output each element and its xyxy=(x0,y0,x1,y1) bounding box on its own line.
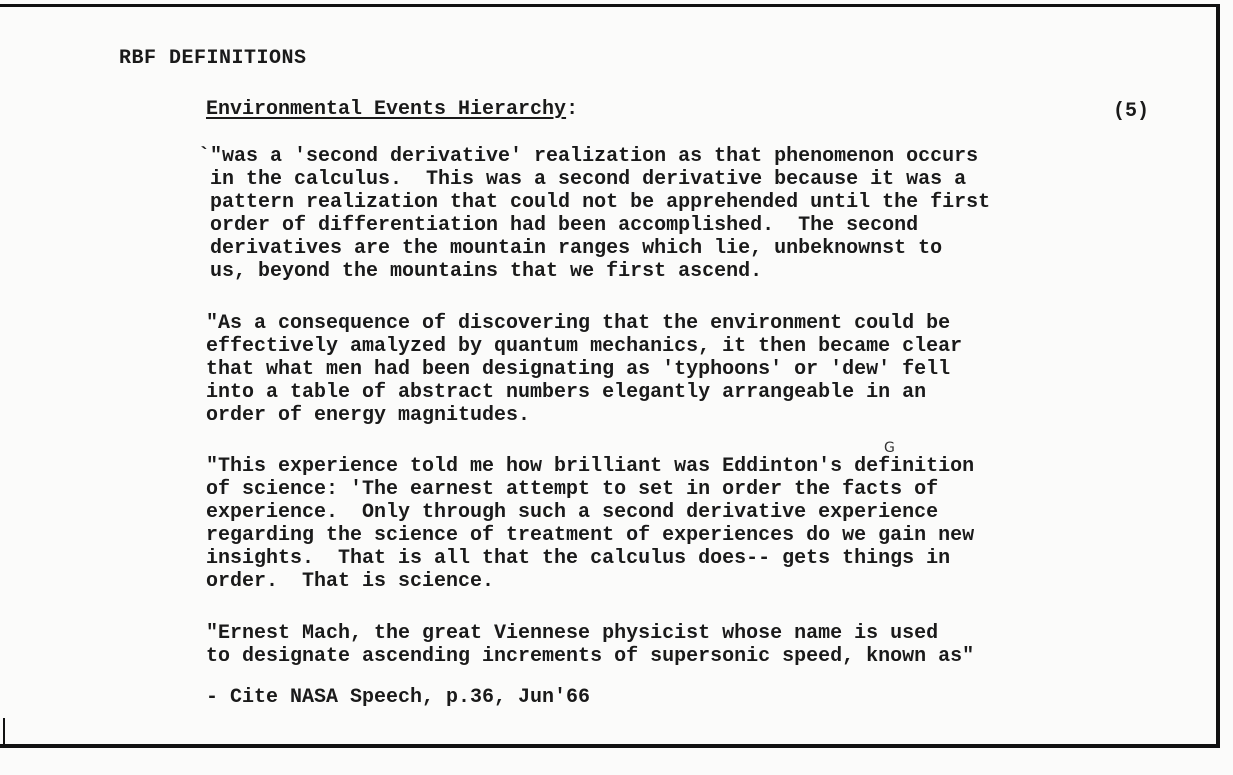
paragraph-1: `"was a 'second derivative' realization as that phenomenon occurs in the calculus. This was a second derivative because it was a pattern realization that could not be apprehended until the first order of differentiation had been accomplished. The second derivatives are the mountain ranges which lie, unbeknownst to us, beyond the mountains that we first ascend. xyxy=(198,145,991,283)
section-title-text: Environmental Events Hierarchy xyxy=(206,98,567,121)
section-title xyxy=(206,98,578,121)
section-title-colon: : xyxy=(566,98,579,121)
border-tick xyxy=(3,718,5,748)
paragraph-4: "Ernest Mach, the great Viennese physicist whose name is used to designate ascending increments of supersonic speed, known as" xyxy=(206,622,975,668)
document-heading: RBF DEFINITIONS xyxy=(119,47,307,70)
paragraph-2: "As a consequence of discovering that the environment could be effectively amalyzed by quantum mechanics, it then became clear that what men had been designating as 'typhoons' or 'dew' fell into a table of abstract numbers elegantly arrangeable in an order of energy magnitudes. xyxy=(206,312,963,427)
paragraph-3: "This experience told me how brilliant was Eddinton's definition of science: 'The earnest attempt to set in order the facts of experience. Only through such a second derivative experience regarding the science of treatment of experiences do we gain new insights. That is all that the calculus does-- gets things in order. That is science. xyxy=(206,455,975,593)
page-number: (5) xyxy=(1113,100,1150,123)
citation: - Cite NASA Speech, p.36, Jun'66 xyxy=(206,686,591,709)
handwritten-correction: G xyxy=(884,440,895,456)
